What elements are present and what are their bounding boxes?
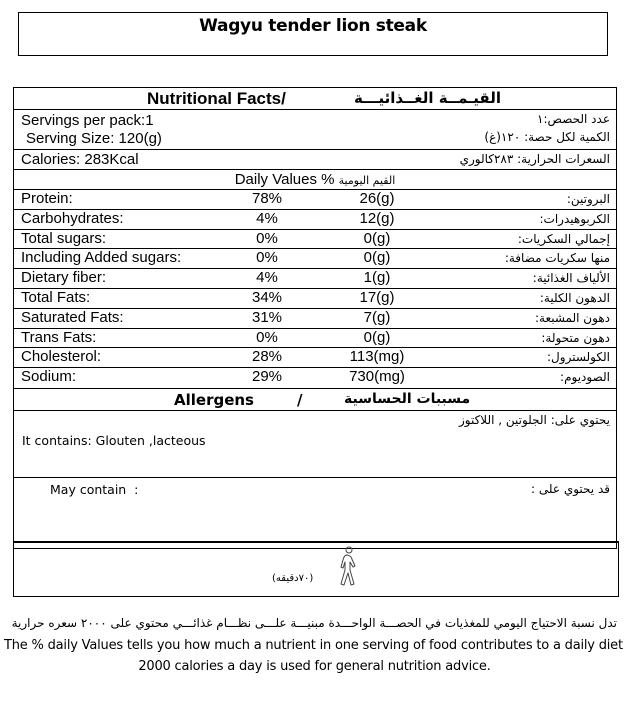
nutrition-header bbox=[14, 88, 616, 110]
contains-row bbox=[14, 411, 616, 478]
allergens-header bbox=[14, 389, 616, 411]
nutrient-name-ar: الألياف الغذائية: bbox=[532, 271, 610, 286]
nutrient-row bbox=[14, 348, 616, 368]
nutrient-daily-value: 0% bbox=[256, 229, 278, 247]
nutrient-name: Saturated Fats: bbox=[21, 308, 124, 326]
nutrient-row bbox=[14, 329, 616, 349]
servings-row bbox=[14, 110, 616, 150]
nutrient-amount: 730(mg) bbox=[349, 368, 405, 386]
nutrient-row bbox=[14, 230, 616, 250]
contains-en: It contains: Glouten ,lacteous bbox=[22, 432, 206, 448]
nutrient-row bbox=[14, 269, 616, 289]
nutrient-daily-value: 0% bbox=[256, 249, 278, 267]
allergens-separator: / bbox=[297, 390, 303, 409]
nutrition-header-en: Nutritional Facts/ bbox=[147, 89, 286, 108]
footnote-en-line2: 2000 calories a day is used for general nutrition advice. bbox=[138, 659, 491, 674]
activity-duration: (٧٠دقيقه) bbox=[272, 573, 314, 584]
nutrient-amount: 1(g) bbox=[363, 269, 391, 287]
nutrient-daily-value: 4% bbox=[256, 209, 278, 227]
nutrient-amount: 26(g) bbox=[359, 190, 395, 207]
nutrient-name: Including Added sugars: bbox=[21, 249, 182, 267]
nutrient-amount: 7(g) bbox=[363, 308, 391, 326]
nutrient-name: Total sugars: bbox=[21, 229, 107, 247]
may-contain-en: May contain : bbox=[50, 481, 139, 497]
nutrient-daily-value: 78% bbox=[251, 190, 283, 207]
nutrient-amount: 0(g) bbox=[363, 249, 391, 267]
nutrient-daily-value: 31% bbox=[251, 308, 283, 326]
nutrient-amount: 0(g) bbox=[363, 328, 391, 346]
nutrient-amount: 0(g) bbox=[363, 229, 391, 247]
nutrient-daily-value: 28% bbox=[251, 348, 283, 366]
nutrient-daily-value: 34% bbox=[251, 288, 283, 306]
serving-size: Serving Size: 120(g) bbox=[26, 130, 162, 147]
nutrient-name: Sodium: bbox=[21, 368, 77, 386]
product-title-box bbox=[18, 12, 608, 56]
product-title: Wagyu tender lion steak bbox=[199, 16, 427, 36]
nutrition-facts-table bbox=[13, 87, 617, 549]
activity-box bbox=[13, 541, 619, 597]
nutrient-daily-value: 0% bbox=[256, 328, 278, 346]
servings-per-pack-ar: عدد الحصص:١ bbox=[537, 112, 610, 126]
nutrient-name: Carbohydrates: bbox=[21, 209, 124, 227]
nutrient-row bbox=[14, 249, 616, 269]
daily-values-header bbox=[14, 170, 616, 190]
nutrient-name: Protein: bbox=[21, 190, 73, 207]
nutrient-name-ar: الدهون الكلية: bbox=[539, 290, 610, 305]
nutrient-name-ar: البروتين: bbox=[566, 192, 610, 206]
calories-row bbox=[14, 150, 616, 170]
nutrient-row bbox=[14, 368, 616, 388]
nutrient-name-ar: منها سكريات مضافة: bbox=[504, 251, 610, 266]
nutrient-name-ar: دهون متحولة: bbox=[541, 330, 610, 345]
nutrient-daily-value: 29% bbox=[251, 368, 283, 386]
servings-per-pack: Servings per pack:1 bbox=[21, 112, 154, 129]
daily-values-label-ar: القيم اليومية bbox=[338, 174, 396, 187]
nutrient-row bbox=[14, 210, 616, 230]
nutrient-name-ar: الكولسترول: bbox=[547, 350, 610, 365]
nutrient-name-ar: الكربوهيدرات: bbox=[539, 211, 610, 226]
daily-values-percent: % bbox=[321, 171, 335, 188]
calories: Calories: 283Kcal bbox=[21, 151, 139, 168]
daily-values-label: Daily Values bbox=[234, 171, 322, 188]
nutrient-amount: 17(g) bbox=[359, 288, 395, 306]
serving-size-ar: الكمية لكل حصة: ١٢٠(غ) bbox=[484, 130, 610, 144]
nutrient-row bbox=[14, 289, 616, 309]
nutrition-header-ar: القيـمــة الغــذائيـــة bbox=[354, 89, 501, 107]
walking-person-icon bbox=[336, 546, 358, 588]
nutrient-name-ar: دهون المشبعة: bbox=[534, 310, 610, 325]
calories-ar: السعرات الحرارية: ٢٨٣كالوري bbox=[459, 152, 610, 166]
footnote-ar: تدل نسبة الاحتياج اليومي للمغذيات في الحصـــة الواحـــدة مبنيـــة علـــى نظـــام غذائـــي محتوي على ٢٠٠٠ سعره حرارية bbox=[11, 616, 617, 630]
nutrient-daily-value: 4% bbox=[256, 269, 278, 287]
nutrient-name: Cholesterol: bbox=[21, 348, 102, 366]
contains-ar: يحتوي على: الجلوتين , اللاكتوز bbox=[458, 412, 610, 427]
may-contain-ar: قد يحتوي على : bbox=[531, 481, 610, 496]
allergens-title-en: Allergens bbox=[174, 390, 254, 409]
may-contain-row bbox=[14, 478, 616, 548]
nutrient-row bbox=[14, 309, 616, 329]
nutrient-name: Trans Fats: bbox=[21, 328, 97, 346]
allergens-title-ar: مسببات الحساسية bbox=[344, 390, 471, 407]
nutrient-rows bbox=[14, 190, 616, 389]
nutrient-name: Total Fats: bbox=[21, 288, 91, 306]
nutrient-name-ar: إجمالي السكريات: bbox=[517, 231, 610, 246]
nutrient-name: Dietary fiber: bbox=[21, 269, 107, 287]
nutrient-row bbox=[14, 190, 616, 210]
footnote-en-line1: The % daily Values tells you how much a nutrient in one serving of food contributes to a daily diet bbox=[4, 638, 623, 653]
nutrient-name-ar: الصوديوم: bbox=[560, 370, 610, 385]
nutrient-amount: 113(mg) bbox=[349, 348, 405, 366]
nutrient-amount: 12(g) bbox=[359, 209, 395, 227]
